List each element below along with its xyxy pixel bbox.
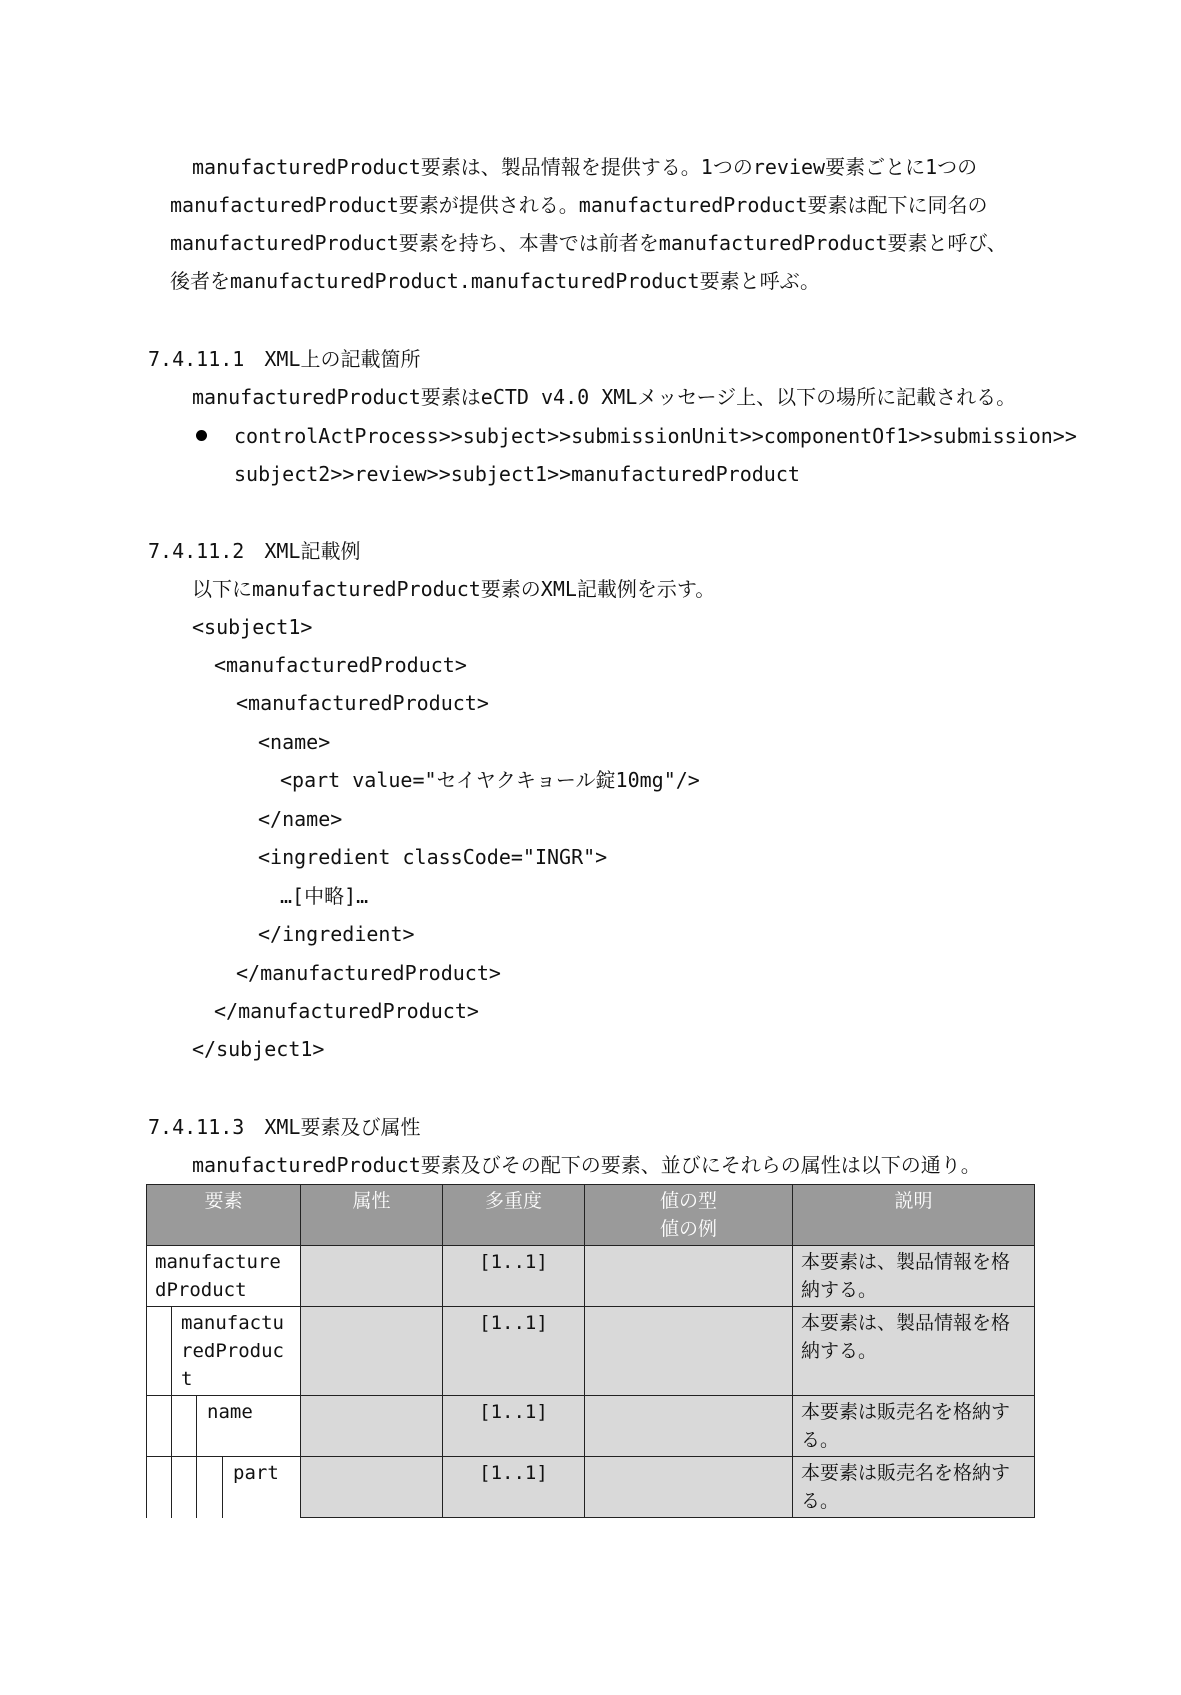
section-heading-attributes: 7.4.11.3 XML要素及び属性 — [148, 1115, 421, 1139]
cell-element — [147, 1246, 301, 1307]
element-name: manufacturedProduct — [155, 1251, 281, 1301]
cell-value — [585, 1246, 793, 1307]
code-line: </subject1> — [192, 1037, 325, 1061]
element-attribute-table — [146, 1184, 1035, 1518]
intro-line-1: manufacturedProduct要素は、製品情報を提供する。1つのreview要素ごとに1つの — [192, 155, 978, 179]
cell-value — [585, 1457, 793, 1518]
bullet-icon — [196, 430, 207, 441]
cell-attribute — [301, 1457, 443, 1518]
code-line: <subject1> — [192, 615, 313, 639]
code-line: </ingredient> — [258, 922, 415, 946]
cell-description: 本要素は販売名を格納する。 — [793, 1457, 1035, 1518]
table-row — [147, 1396, 1035, 1457]
table-row — [147, 1307, 1035, 1396]
code-line: <ingredient classCode="INGR"> — [258, 845, 608, 869]
cell-description: 本要素は、製品情報を格納する。 — [793, 1307, 1035, 1396]
code-line: <manufacturedProduct> — [236, 691, 489, 715]
header-value-type: 値の型 値の例 — [585, 1185, 793, 1246]
cell-attribute — [301, 1396, 443, 1457]
code-line: </manufacturedProduct> — [236, 961, 501, 985]
section-heading-example: 7.4.11.2 XML記載例 — [148, 539, 361, 563]
section-text-example: 以下にmanufacturedProduct要素のXML記載例を示す。 — [192, 577, 716, 601]
intro-line-4: 後者をmanufacturedProduct.manufacturedProduct要素と呼ぶ。 — [170, 269, 820, 293]
cell-attribute — [301, 1307, 443, 1396]
cell-element — [147, 1396, 301, 1457]
xml-path-line-2: subject2>>review>>subject1>>manufacturedProduct — [234, 462, 800, 486]
header-multiplicity: 多重度 — [443, 1185, 585, 1246]
cell-multiplicity: [1..1] — [443, 1396, 585, 1457]
section-text-attributes: manufacturedProduct要素及びその配下の要素、並びにそれらの属性は以下の通り。 — [192, 1153, 981, 1177]
xml-path-line-1: controlActProcess>>subject>>submissionUnit>>componentOf1>>submission>> — [234, 424, 1077, 448]
code-line: …[中略]… — [280, 884, 369, 908]
code-line: </name> — [258, 807, 343, 831]
cell-description: 本要素は、製品情報を格納する。 — [793, 1246, 1035, 1307]
section-heading-location: 7.4.11.1 XML上の記載箇所 — [148, 347, 421, 371]
code-line: <part value="セイヤクキョール錠10mg"/> — [280, 768, 700, 792]
cell-value — [585, 1307, 793, 1396]
cell-attribute — [301, 1246, 443, 1307]
element-name: manufacturedProduct — [181, 1312, 284, 1390]
intro-line-3: manufacturedProduct要素を持ち、本書では前者をmanufacturedProduct要素と呼び、 — [170, 231, 1007, 255]
cell-value — [585, 1396, 793, 1457]
header-description: 説明 — [793, 1185, 1035, 1246]
code-line: <name> — [258, 730, 331, 754]
cell-multiplicity: [1..1] — [443, 1457, 585, 1518]
table-row — [147, 1246, 1035, 1307]
element-name: part — [233, 1462, 279, 1484]
section-text-location: manufacturedProduct要素はeCTD v4.0 XMLメッセージ上、以下の場所に記載される。 — [192, 385, 1017, 409]
cell-element — [147, 1457, 301, 1518]
intro-line-2: manufacturedProduct要素が提供される。manufacturedProduct要素は配下に同名の — [170, 193, 988, 217]
header-attribute: 属性 — [301, 1185, 443, 1246]
cell-element — [147, 1307, 301, 1396]
cell-multiplicity: [1..1] — [443, 1246, 585, 1307]
cell-description: 本要素は販売名を格納する。 — [793, 1396, 1035, 1457]
cell-multiplicity: [1..1] — [443, 1307, 585, 1396]
table-header-row — [147, 1185, 1035, 1246]
header-element: 要素 — [147, 1185, 301, 1246]
code-line: </manufacturedProduct> — [214, 999, 479, 1023]
table-row — [147, 1457, 1035, 1518]
element-name: name — [207, 1401, 253, 1423]
code-line: <manufacturedProduct> — [214, 653, 467, 677]
